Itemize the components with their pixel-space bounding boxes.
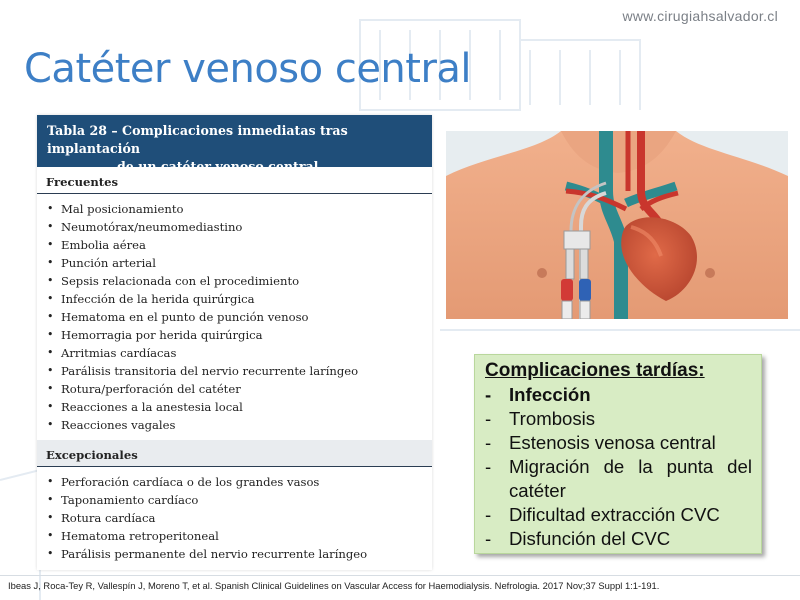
list-item: • Rotura cardíaca bbox=[37, 509, 432, 527]
list-item: • Reacciones vagales bbox=[37, 416, 432, 434]
late-complications-title-text: Complicaciones tardías bbox=[485, 360, 699, 381]
list-item: • Neumotórax/neumomediastino bbox=[37, 218, 432, 236]
cvc-torso-illustration bbox=[446, 131, 788, 319]
list-item: • Punción arterial bbox=[37, 254, 432, 272]
frecuentes-list bbox=[37, 194, 432, 440]
list-item: • Perforación cardíaca o de los grandes vasos bbox=[37, 473, 432, 491]
list-item: • Infección de la herida quirúrgica bbox=[37, 290, 432, 308]
list-item: - Estenosis venosa central bbox=[485, 431, 752, 455]
list-item: • Hematoma en el punto de punción venoso bbox=[37, 308, 432, 326]
list-item: • Rotura/perforación del catéter bbox=[37, 380, 432, 398]
late-complications-list bbox=[485, 383, 752, 551]
excepcionales-list bbox=[37, 467, 432, 569]
table-title-line2: de un catéter venoso central bbox=[117, 159, 319, 174]
list-item: • Hematoma retroperitoneal bbox=[37, 527, 432, 545]
list-item: - Trombosis bbox=[485, 407, 752, 431]
list-item: - Migración de la punta del catéter bbox=[485, 455, 752, 503]
list-item: • Hemorragia por herida quirúrgica bbox=[37, 326, 432, 344]
list-item: • Parálisis transitoria del nervio recurrente laríngeo bbox=[37, 362, 432, 380]
list-item: - Dificultad extracción CVC bbox=[485, 503, 752, 527]
nipple-right bbox=[705, 268, 715, 278]
table-title-line1: Tabla 28 – Complicaciones inmediatas tras implantación bbox=[47, 123, 348, 156]
list-item: - Infección bbox=[485, 383, 752, 407]
citation-text: Ibeas J, Roca-Tey R, Vallespín J, Moreno T, et al. Spanish Clinical Guidelines on Vascular Access for Haemodialysis. Nefrologia. 2017 Nov;37 Suppl 1:1-191. bbox=[8, 580, 660, 591]
late-complications-box bbox=[474, 354, 762, 554]
nipple-left bbox=[537, 268, 547, 278]
site-url: www.cirugiahsalvador.cl bbox=[622, 8, 778, 24]
footer-divider bbox=[0, 575, 800, 576]
list-item: • Arritmias cardíacas bbox=[37, 344, 432, 362]
list-item: • Embolia aérea bbox=[37, 236, 432, 254]
catheter-hub bbox=[564, 231, 590, 249]
late-complications-title bbox=[485, 359, 752, 383]
blue-clamp bbox=[579, 279, 591, 301]
list-item: • Reacciones a la anestesia local bbox=[37, 398, 432, 416]
list-item: • Taponamiento cardíaco bbox=[37, 491, 432, 509]
table-header bbox=[37, 115, 432, 174]
list-item: - Disfunción del CVC bbox=[485, 527, 752, 551]
slide-title: Catéter venoso central bbox=[24, 46, 472, 92]
list-item: • Mal posicionamiento bbox=[37, 200, 432, 218]
section-label-excepcionales: Excepcionales bbox=[37, 440, 432, 467]
list-item: • Parálisis permanente del nervio recurrente laríngeo bbox=[37, 545, 432, 563]
complications-table bbox=[37, 115, 432, 570]
list-item: • Sepsis relacionada con el procedimiento bbox=[37, 272, 432, 290]
section-label-frecuentes: Frecuentes bbox=[37, 167, 432, 194]
title-colon: : bbox=[698, 360, 705, 381]
red-clamp bbox=[561, 279, 573, 301]
